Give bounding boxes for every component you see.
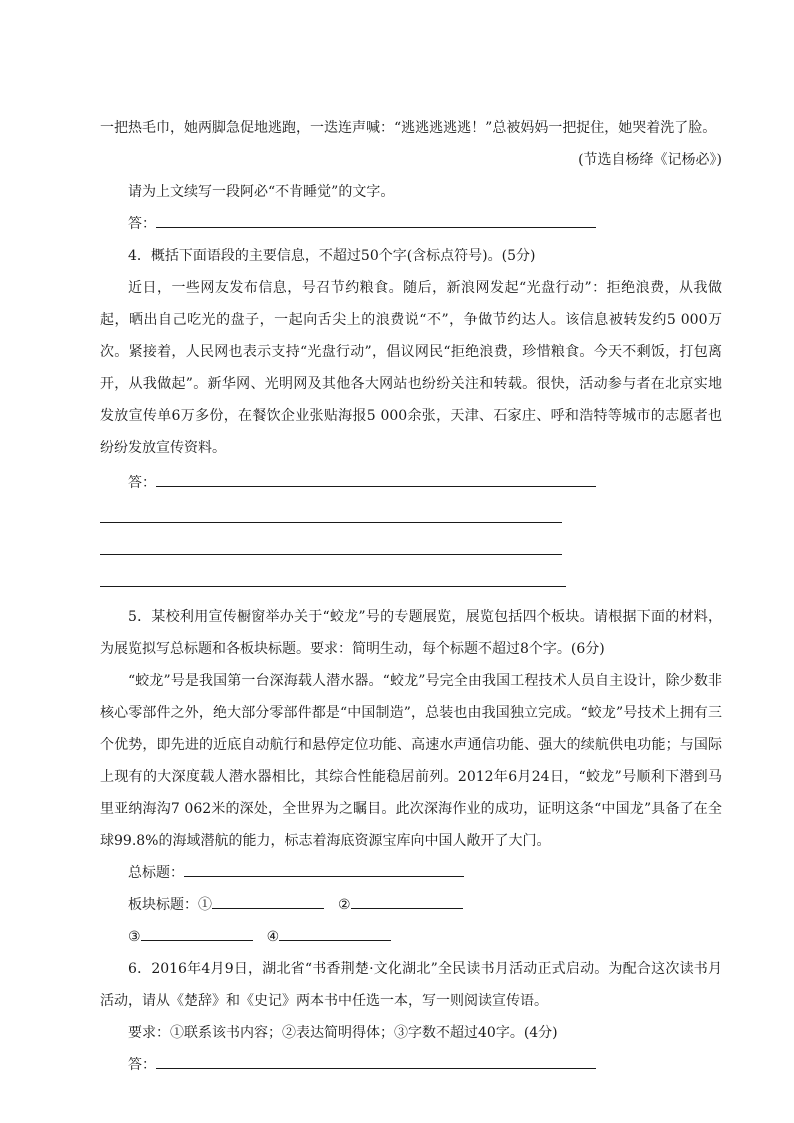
q4-answer-label: 答： (128, 475, 156, 491)
q4-answer-field-1[interactable] (156, 470, 596, 487)
q4-answer-field-4[interactable] (100, 563, 722, 595)
q5-section-field-4[interactable] (279, 924, 391, 941)
passage-source: (节选自杨绛《记杨必》) (578, 152, 722, 168)
q5-section-row-2 (100, 921, 722, 953)
q5-main-title-label: 总标题： (128, 865, 184, 881)
q4-answer-field-3[interactable] (100, 531, 722, 563)
q5-section-label: 板块标题： (128, 897, 198, 913)
q5-main-title-field[interactable] (184, 860, 464, 877)
q4-title: 4．概括下面语段的主要信息，不超过50个字(含标点符号)。(5分) (128, 248, 536, 264)
q3-answer-field[interactable] (156, 211, 596, 228)
q4-text: 近日，一些网友发布信息，号召节约粮食。随后，新浪网发起“光盘行动”：拒绝浪费，从我做起，晒出自己吃光的盘子，一起向舌尖上的浪费说“不”，争做节约达人。该信息被转发约5 000万次。紧接着，人民网也表示支持“光盘行动”，倡议网民“拒绝浪费，珍惜粮食。今天不剩饭，打包离开，从我做起”。新华网、光明网及其他各大网站也纷纷关注和转载。很快，活动参与者在北京实地发放宣传单6万多份，在餐饮企业张贴海报5 000余张，天津、石家庄、呼和浩特等城市的志愿者也纷纷发放宣传资料。 (100, 280, 722, 456)
q5-mark-4: ④ (266, 929, 280, 945)
q5-section-field-1[interactable] (212, 892, 324, 909)
q5-mark-3: ③ (128, 929, 141, 945)
q6-requirements: 要求：①联系该书内容；②表达简明得体；③字数不超过40字。(4分) (128, 1025, 558, 1041)
q5-text: “蛟龙”号是我国第一台深海载人潜水器。“蛟龙”号完全由我国工程技术人员自主设计，除少数非核心零部件之外，绝大部分零部件都是“中国制造”，总装也由我国独立完成。“蛟龙”号技术上拥有三个优势，即先进的近底自动航行和悬停定位功能、高速水声通信功能、强大的续航供电功能；与国际上现有的大深度载人潜水器相比，其综合性能稳居前列。2012年6月24日，“蛟龙”号顺利下潜到马里亚纳海沟7 062米的深处，全世界为之瞩目。此次深海作业的成功，证明这条“中国龙”具备了在全球99.8%的海域潜航的能力，标志着海底资源宝库向中国人敞开了大门。 (100, 673, 722, 849)
q5-section-field-2[interactable] (351, 892, 463, 909)
q4-answer-field-2[interactable] (100, 499, 722, 531)
passage-last-line: 一把热毛巾，她两脚急促地逃跑，一迭连声喊：“逃逃逃逃逃！”总被妈妈一把捉住，她哭着洗了脸。 (100, 120, 717, 136)
q6-answer-row (100, 1049, 722, 1081)
q6-answer-field[interactable] (156, 1052, 596, 1069)
q5-section-row-1 (100, 889, 722, 921)
q5-mark-2: ② (338, 897, 351, 913)
q4-answer-row (100, 467, 722, 499)
q6-answer-label: 答： (128, 1057, 156, 1073)
q3-prompt: 请为上文续写一段阿必“不肯睡觉”的文字。 (128, 184, 395, 200)
q5-title: 5．某校利用宣传橱窗举办关于“蛟龙”号的专题展览，展览包括四个板块。请根据下面的材料，为展览拟写总标题和各板块标题。要求：简明生动，每个标题不超过8个字。(6分) (100, 609, 722, 657)
q3-answer-label: 答： (128, 216, 156, 232)
worksheet-page (100, 112, 722, 1081)
q6-title: 6．2016年4月9日，湖北省“书香荆楚·文化湖北”全民读书月活动正式启动。为配合这次读书月活动，请从《楚辞》和《史记》两本书中任选一本，写一则阅读宣传语。 (100, 961, 722, 1009)
q5-section-field-3[interactable] (141, 924, 253, 941)
q3-answer-row (100, 208, 722, 240)
q5-main-title-row (100, 857, 722, 889)
q5-mark-1: ① (198, 897, 212, 913)
